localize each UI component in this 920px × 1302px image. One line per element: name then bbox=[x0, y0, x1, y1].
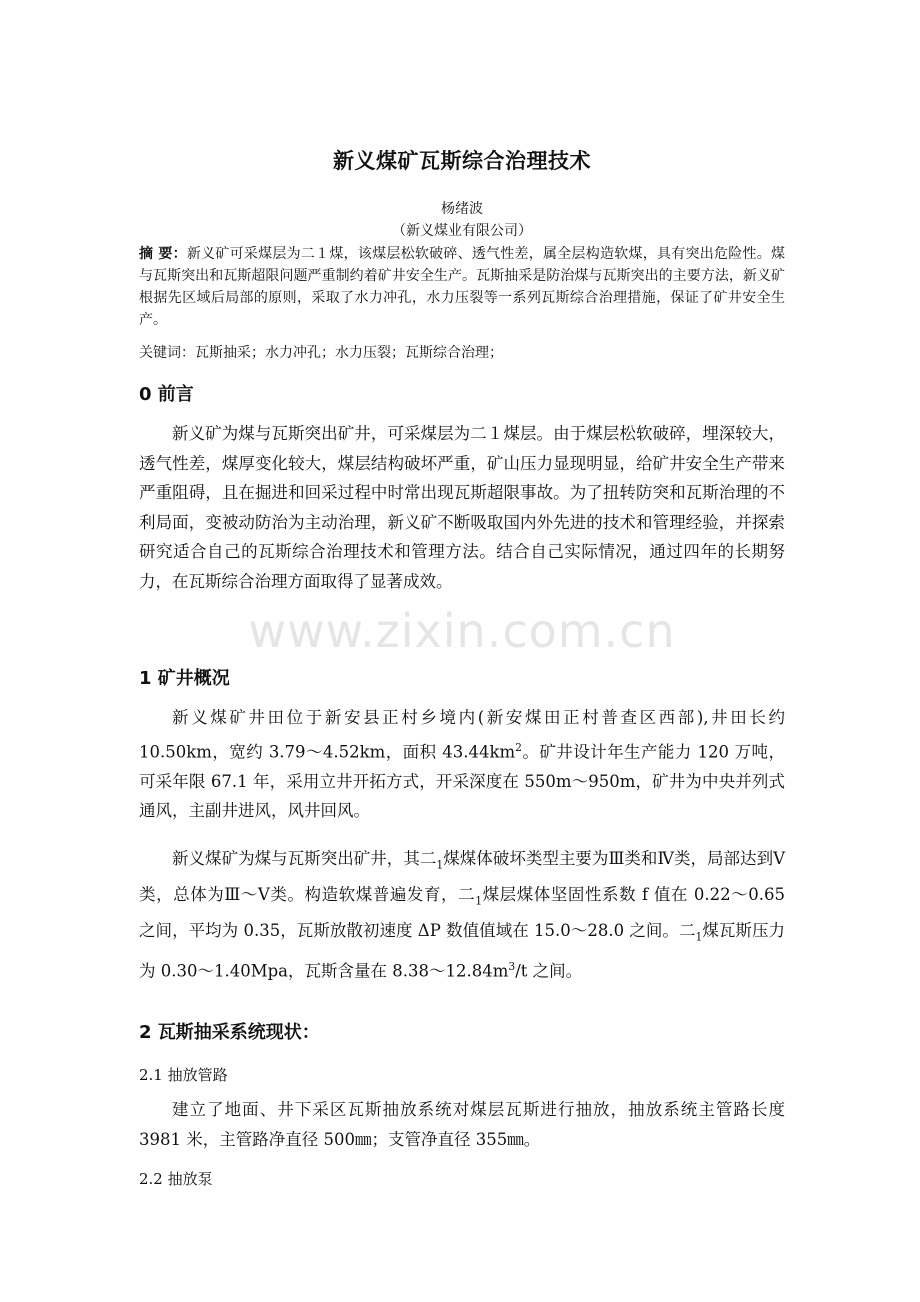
superscript-3: 3 bbox=[508, 959, 516, 973]
subscript-1a: 1 bbox=[436, 858, 444, 872]
paragraph-mine-overview-2 bbox=[139, 844, 785, 986]
mine-overview-2-text-d: 煤瓦斯压力为 0.30～1.40Mpa，瓦斯含量在 8.38～12.84m bbox=[139, 920, 785, 981]
mine-overview-2-text-a: 新义煤矿为煤与瓦斯突出矿井，其二 bbox=[172, 849, 437, 868]
watermark-text: www.zixin.com.cn bbox=[248, 604, 676, 658]
mine-overview-2-text-b: 煤煤体破坏类型主要为Ⅲ类和Ⅳ类，局部达到Ⅴ类，总体为Ⅲ～Ⅴ类。构造软煤普遍发育，二 bbox=[139, 849, 786, 904]
section-heading-preface: 0 前言 bbox=[139, 384, 194, 405]
mine-overview-2-text-c: 煤层煤体坚固性系数 f 值在 0.22～0.65 之间，平均为 0.35，瓦斯放散初速度 ΔP 数值值域在 15.0～28.0 之间。二 bbox=[139, 884, 785, 940]
keywords: 关键词：瓦斯抽采；水力冲孔；水力压裂；瓦斯综合治理； bbox=[139, 345, 503, 361]
author-affiliation: （新义煤业有限公司） bbox=[392, 223, 532, 239]
paragraph-pipeline: 建立了地面、井下采区瓦斯抽放系统对煤层瓦斯进行抽放，抽放系统主管路长度 3981 米，主管路净直径 500㎜；支管净直径 355㎜。 bbox=[139, 1100, 785, 1149]
subscript-1c: 1 bbox=[695, 930, 703, 944]
paragraph-preface: 新义矿为煤与瓦斯突出矿井，可采煤层为二１煤层。由于煤层松软破碎，埋深较大，透气性差，煤厚变化较大，煤层结构破坏严重，矿山压力显现明显，给矿井安全生产带来严重阻碍，且在掘进和回采过程中时常出现瓦斯超限事故。为了扭转防突和瓦斯治理的不利局面，变被动防治为主动治理，新义矿不断吸取国内外先进的技术和管理经验，并探索研究适合自己的瓦斯综合治理技术和管理方法。结合自己实际情况，通过四年的长期努力，在瓦斯综合治理方面取得了显著成效。 bbox=[139, 424, 785, 591]
abstract-label: 摘 要： bbox=[139, 246, 187, 262]
section-heading-mine-overview: 1 矿井概况 bbox=[139, 668, 230, 689]
mine-overview-2-text-e: /t 之间。 bbox=[515, 961, 583, 981]
subsection-heading-pipeline: 2.1 抽放管路 bbox=[139, 1066, 228, 1084]
section-heading-gas-system: 2 瓦斯抽采系统现状： bbox=[139, 1022, 320, 1043]
mine-overview-1-text-a: 新义煤矿井田位于新安县正村乡境内(新安煤田正村普查区西部),井田长约10.50km，宽约 3.79～4.52km，面积 43.44km bbox=[139, 708, 785, 762]
page-title: 新义煤矿瓦斯综合治理技术 bbox=[333, 148, 591, 173]
mine-overview-1-text-b: 。矿井设计年生产能力 120 万吨，可采年限 67.1 年，采用立井开拓方式，开采深度在 550m～950m，矿井为中央并列式通风，主副井进风，风井回风。 bbox=[139, 742, 785, 821]
subscript-1b: 1 bbox=[475, 894, 483, 908]
superscript-2: 2 bbox=[515, 740, 522, 754]
author-name: 杨绪波 bbox=[441, 201, 483, 217]
subsection-heading-pump: 2.2 抽放泵 bbox=[139, 1170, 213, 1188]
abstract bbox=[139, 243, 785, 331]
paragraph-mine-overview-1 bbox=[139, 703, 785, 826]
abstract-text: 新义矿可采煤层为二１煤，该煤层松软破碎、透气性差，属全层构造软煤，具有突出危险性。煤与瓦斯突出和瓦斯超限问题严重制约着矿井安全生产。瓦斯抽采是防治煤与瓦斯突出的主要方法，新义矿根据先区域后局部的原则，采取了水力冲孔，水力压裂等一系列瓦斯综合治理措施，保证了矿井安全生产。 bbox=[139, 246, 786, 328]
